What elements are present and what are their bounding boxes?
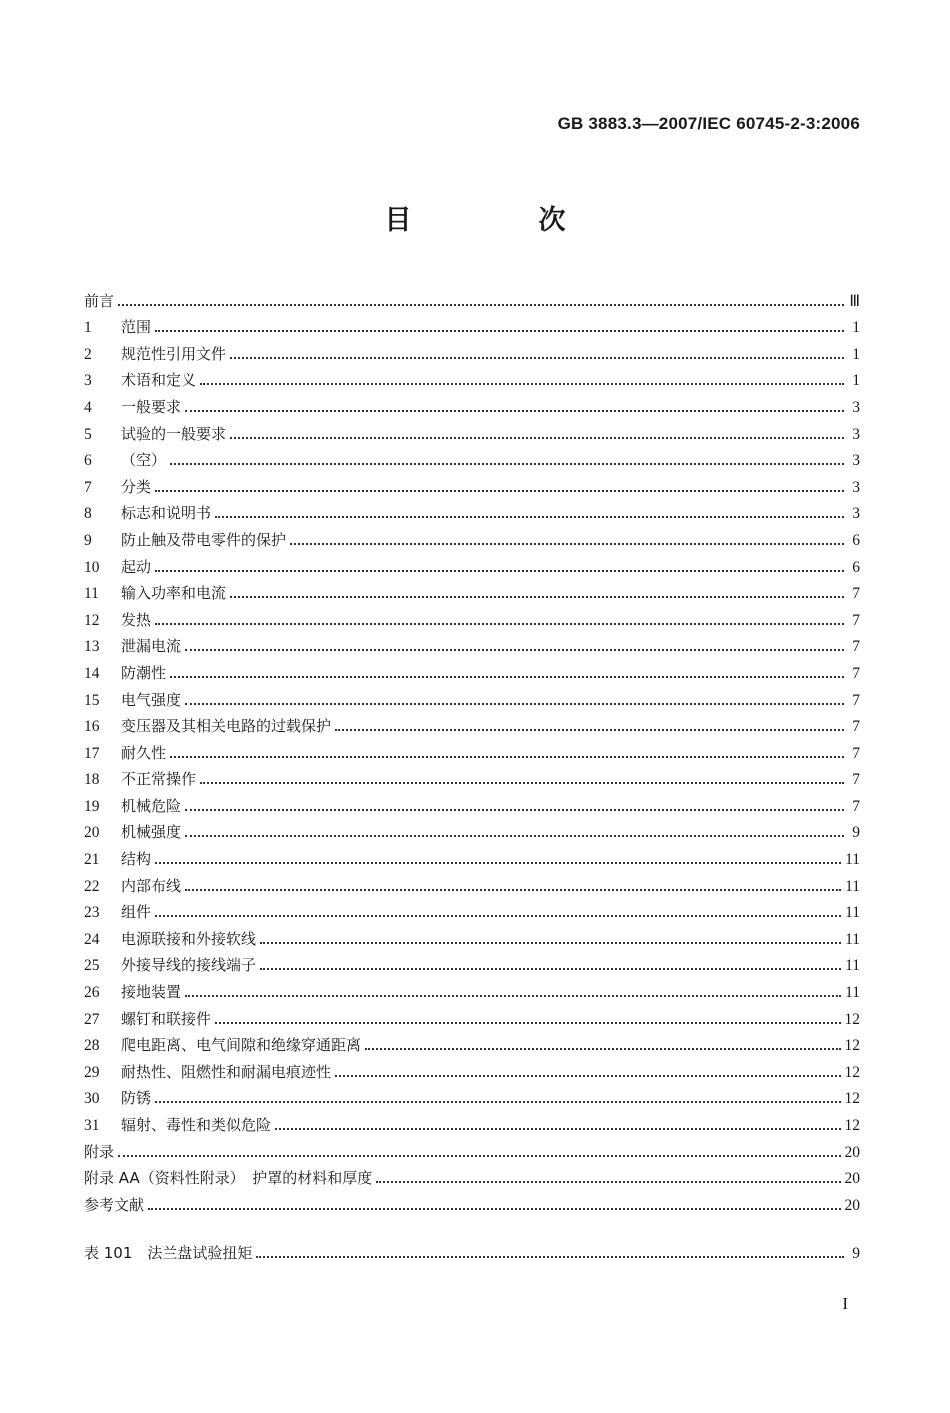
toc-entry[interactable]: [84, 390, 860, 417]
dot-leader: [260, 968, 841, 970]
entry-page: 3: [852, 478, 860, 496]
dot-leader: [170, 676, 844, 678]
entry-title: 外接导线的接线端子: [121, 956, 257, 975]
entry-title: 防潮性: [121, 663, 167, 682]
toc-entry[interactable]: [84, 683, 860, 710]
entry-page: 3: [852, 505, 860, 523]
entry-number: 11: [84, 585, 99, 603]
page-number: I: [842, 1294, 848, 1313]
entry-number: 30: [84, 1090, 100, 1108]
dot-leader: [170, 756, 844, 758]
entry-page: 7: [852, 797, 860, 815]
dot-leader: [256, 1256, 844, 1258]
dot-leader: [118, 1155, 840, 1157]
entry-page: 12: [844, 1117, 860, 1134]
entry-page: 11: [845, 984, 860, 1002]
toc-entry[interactable]: [84, 311, 860, 338]
entry-page: 1: [852, 345, 860, 363]
entry-page: 12: [844, 1090, 860, 1108]
entry-title: 试验的一般要求: [121, 424, 227, 443]
toc-entry[interactable]: [84, 497, 860, 524]
toc-entry[interactable]: [84, 896, 860, 923]
dot-leader: [200, 782, 844, 784]
dot-leader: [155, 623, 844, 625]
dot-leader: [335, 729, 844, 731]
entry-page: 9: [852, 824, 860, 842]
dot-leader: [185, 809, 844, 811]
list-of-tables: [84, 1236, 860, 1263]
dot-leader: [215, 516, 844, 518]
entry-page: 7: [852, 638, 860, 656]
toc-entry[interactable]: [84, 710, 860, 737]
entry-number: 7: [84, 478, 92, 496]
entry-page: 20: [844, 1196, 860, 1214]
entry-page: Ⅲ: [849, 292, 860, 310]
toc-entry[interactable]: [84, 1108, 860, 1135]
table-of-contents: [84, 284, 860, 1215]
entry-number: 10: [84, 558, 100, 576]
entry-number: 18: [84, 771, 100, 789]
dot-leader: [230, 437, 844, 439]
dot-leader: [335, 1075, 840, 1077]
dot-leader: [118, 304, 844, 306]
toc-entry[interactable]: [84, 1082, 860, 1109]
standard-code: GB 3883.3—2007/IEC 60745-2-3:2006: [557, 114, 860, 133]
toc-entry[interactable]: [84, 656, 860, 683]
entry-title: 结构: [121, 850, 152, 869]
toc-entry[interactable]: [84, 1002, 860, 1029]
entry-title: 机械强度: [121, 823, 182, 842]
entry-page: 7: [852, 718, 860, 736]
dot-leader: [275, 1128, 840, 1130]
entry-number: 22: [84, 877, 100, 895]
toc-entry[interactable]: [84, 1135, 860, 1162]
dot-leader: [155, 570, 844, 572]
toc-entry[interactable]: [84, 1162, 860, 1189]
entry-page: 7: [852, 611, 860, 629]
toc-entry[interactable]: [84, 949, 860, 976]
entry-page: 9: [852, 1244, 860, 1262]
dot-leader: [155, 490, 844, 492]
entry-title: 参考文献: [84, 1195, 145, 1214]
entry-title: 附录: [84, 1142, 115, 1161]
entry-page: 3: [852, 398, 860, 416]
entry-title: 内部布线: [121, 876, 182, 895]
entry-title: 表 101 法兰盘试验扭矩: [84, 1243, 253, 1262]
entry-number: 26: [84, 984, 100, 1002]
entry-page: 7: [852, 691, 860, 709]
entry-page: 12: [844, 1063, 860, 1081]
toc-entry[interactable]: [84, 816, 860, 843]
entry-number: 5: [84, 425, 92, 443]
toc-entry[interactable]: [84, 869, 860, 896]
entry-title: 不正常操作: [121, 770, 197, 789]
entry-title: 辐射、毒性和类似危险: [121, 1116, 272, 1134]
dot-leader: [148, 1208, 840, 1210]
entry-number: 28: [84, 1037, 100, 1055]
toc-entry[interactable]: [84, 842, 860, 869]
entry-number: 2: [84, 345, 92, 363]
toc-entry[interactable]: [84, 1188, 860, 1215]
dot-leader: [230, 357, 844, 359]
entry-title: 标志和说明书: [121, 504, 212, 523]
toc-entry[interactable]: [84, 444, 860, 471]
dot-leader: [185, 995, 841, 997]
entry-number: 4: [84, 398, 92, 416]
entry-title: 螺钉和联接件: [121, 1009, 212, 1028]
entry-number: 29: [84, 1063, 100, 1081]
entry-page: 1: [852, 372, 860, 390]
entry-title: （空）: [121, 451, 167, 470]
entry-page: 7: [852, 771, 860, 789]
entry-page: 6: [852, 558, 860, 576]
entry-title: 分类: [121, 477, 152, 496]
entry-title: 输入功率和电流: [121, 584, 227, 603]
entry-title: 防锈: [121, 1089, 152, 1108]
toc-entry[interactable]: [84, 603, 860, 630]
entry-title: 机械危险: [121, 796, 182, 815]
entry-page: 12: [844, 1010, 860, 1028]
entry-page: 12: [844, 1037, 860, 1055]
entry-number: 23: [84, 904, 100, 922]
entry-title: 范围: [121, 318, 152, 337]
toc-entry[interactable]: [84, 364, 860, 391]
entry-number: 27: [84, 1010, 100, 1028]
dot-leader: [185, 835, 844, 837]
dot-leader: [215, 1022, 840, 1024]
entry-page: 7: [852, 585, 860, 603]
tables-entry[interactable]: [84, 1236, 860, 1263]
toc-entry[interactable]: [84, 1029, 860, 1056]
dot-leader: [155, 915, 841, 917]
entry-page: 6: [852, 531, 860, 549]
toc-entry[interactable]: [84, 975, 860, 1002]
entry-number: 20: [84, 824, 100, 842]
entry-number: 8: [84, 505, 92, 523]
entry-page: 20: [844, 1170, 860, 1188]
entry-number: 3: [84, 372, 92, 390]
dot-leader: [155, 330, 844, 332]
dot-leader: [155, 1101, 840, 1103]
toc-entry[interactable]: [84, 1055, 860, 1082]
entry-number: 16: [84, 718, 100, 736]
entry-title: 爬电距离、电气间隙和绝缘穿通距离: [121, 1036, 362, 1055]
entry-title: 起动: [121, 557, 152, 576]
entry-title: 耐热性、阻燃性和耐漏电痕迹性: [121, 1062, 332, 1081]
dot-leader: [185, 649, 844, 651]
entry-page: 11: [845, 930, 860, 948]
toc-entry[interactable]: [84, 922, 860, 949]
entry-title: 组件: [121, 903, 152, 922]
dot-leader: [185, 703, 844, 705]
entry-title: 电气强度: [121, 690, 182, 709]
entry-page: 20: [844, 1143, 860, 1161]
toc-entry[interactable]: [84, 550, 860, 577]
entry-title: 接地装置: [121, 983, 182, 1002]
dot-leader: [200, 383, 844, 385]
dot-leader: [365, 1048, 840, 1050]
toc-entry[interactable]: [84, 630, 860, 657]
dot-leader: [230, 596, 844, 598]
dot-leader: [376, 1181, 840, 1183]
entry-number: 31: [84, 1117, 100, 1134]
entry-page: 11: [845, 957, 860, 975]
entry-title: 术语和定义: [121, 371, 197, 390]
entry-title: 规范性引用文件: [121, 344, 227, 363]
dot-leader: [185, 410, 844, 412]
entry-title: 发热: [121, 610, 152, 629]
toc-entry[interactable]: [84, 417, 860, 444]
page-title: 目 次: [384, 205, 616, 236]
entry-title: 泄漏电流: [121, 637, 182, 656]
entry-page: 1: [852, 319, 860, 337]
entry-number: 25: [84, 957, 100, 975]
entry-title: 附录 AA（资料性附录） 护罩的材料和厚度: [84, 1169, 373, 1188]
entry-number: 9: [84, 531, 92, 549]
entry-page: 7: [852, 664, 860, 682]
toc-entry[interactable]: [84, 523, 860, 550]
toc-entry[interactable]: [84, 470, 860, 497]
entry-number: 15: [84, 691, 100, 709]
entry-number: 19: [84, 797, 100, 815]
dot-leader: [155, 862, 841, 864]
entry-title: 变压器及其相关电路的过载保护: [121, 717, 332, 736]
toc-entry[interactable]: [84, 577, 860, 604]
entry-page: 11: [845, 904, 860, 922]
entry-page: 11: [845, 877, 860, 895]
entry-page: 3: [852, 452, 860, 470]
entry-title: 电源联接和外接软线: [121, 929, 257, 948]
dot-leader: [290, 543, 844, 545]
toc-entry[interactable]: [84, 337, 860, 364]
entry-number: 21: [84, 851, 100, 869]
entry-number: 13: [84, 638, 100, 656]
entry-number: 1: [84, 319, 92, 337]
entry-title: 耐久性: [121, 743, 167, 762]
toc-entry[interactable]: [84, 789, 860, 816]
entry-number: 12: [84, 611, 100, 629]
dot-leader: [185, 889, 841, 891]
entry-title: 前言: [84, 291, 115, 310]
entry-page: 7: [852, 744, 860, 762]
toc-entry[interactable]: [84, 736, 860, 763]
entry-number: 17: [84, 744, 100, 762]
entry-page: 11: [845, 851, 860, 869]
toc-entry[interactable]: [84, 284, 860, 311]
toc-entry[interactable]: [84, 763, 860, 790]
entry-number: 6: [84, 452, 92, 470]
entry-number: 14: [84, 664, 100, 682]
entry-title: 一般要求: [121, 397, 182, 416]
dot-leader: [170, 463, 844, 465]
entry-title: 防止触及带电零件的保护: [121, 530, 287, 549]
entry-page: 3: [852, 425, 860, 443]
entry-number: 24: [84, 930, 100, 948]
dot-leader: [260, 942, 841, 944]
